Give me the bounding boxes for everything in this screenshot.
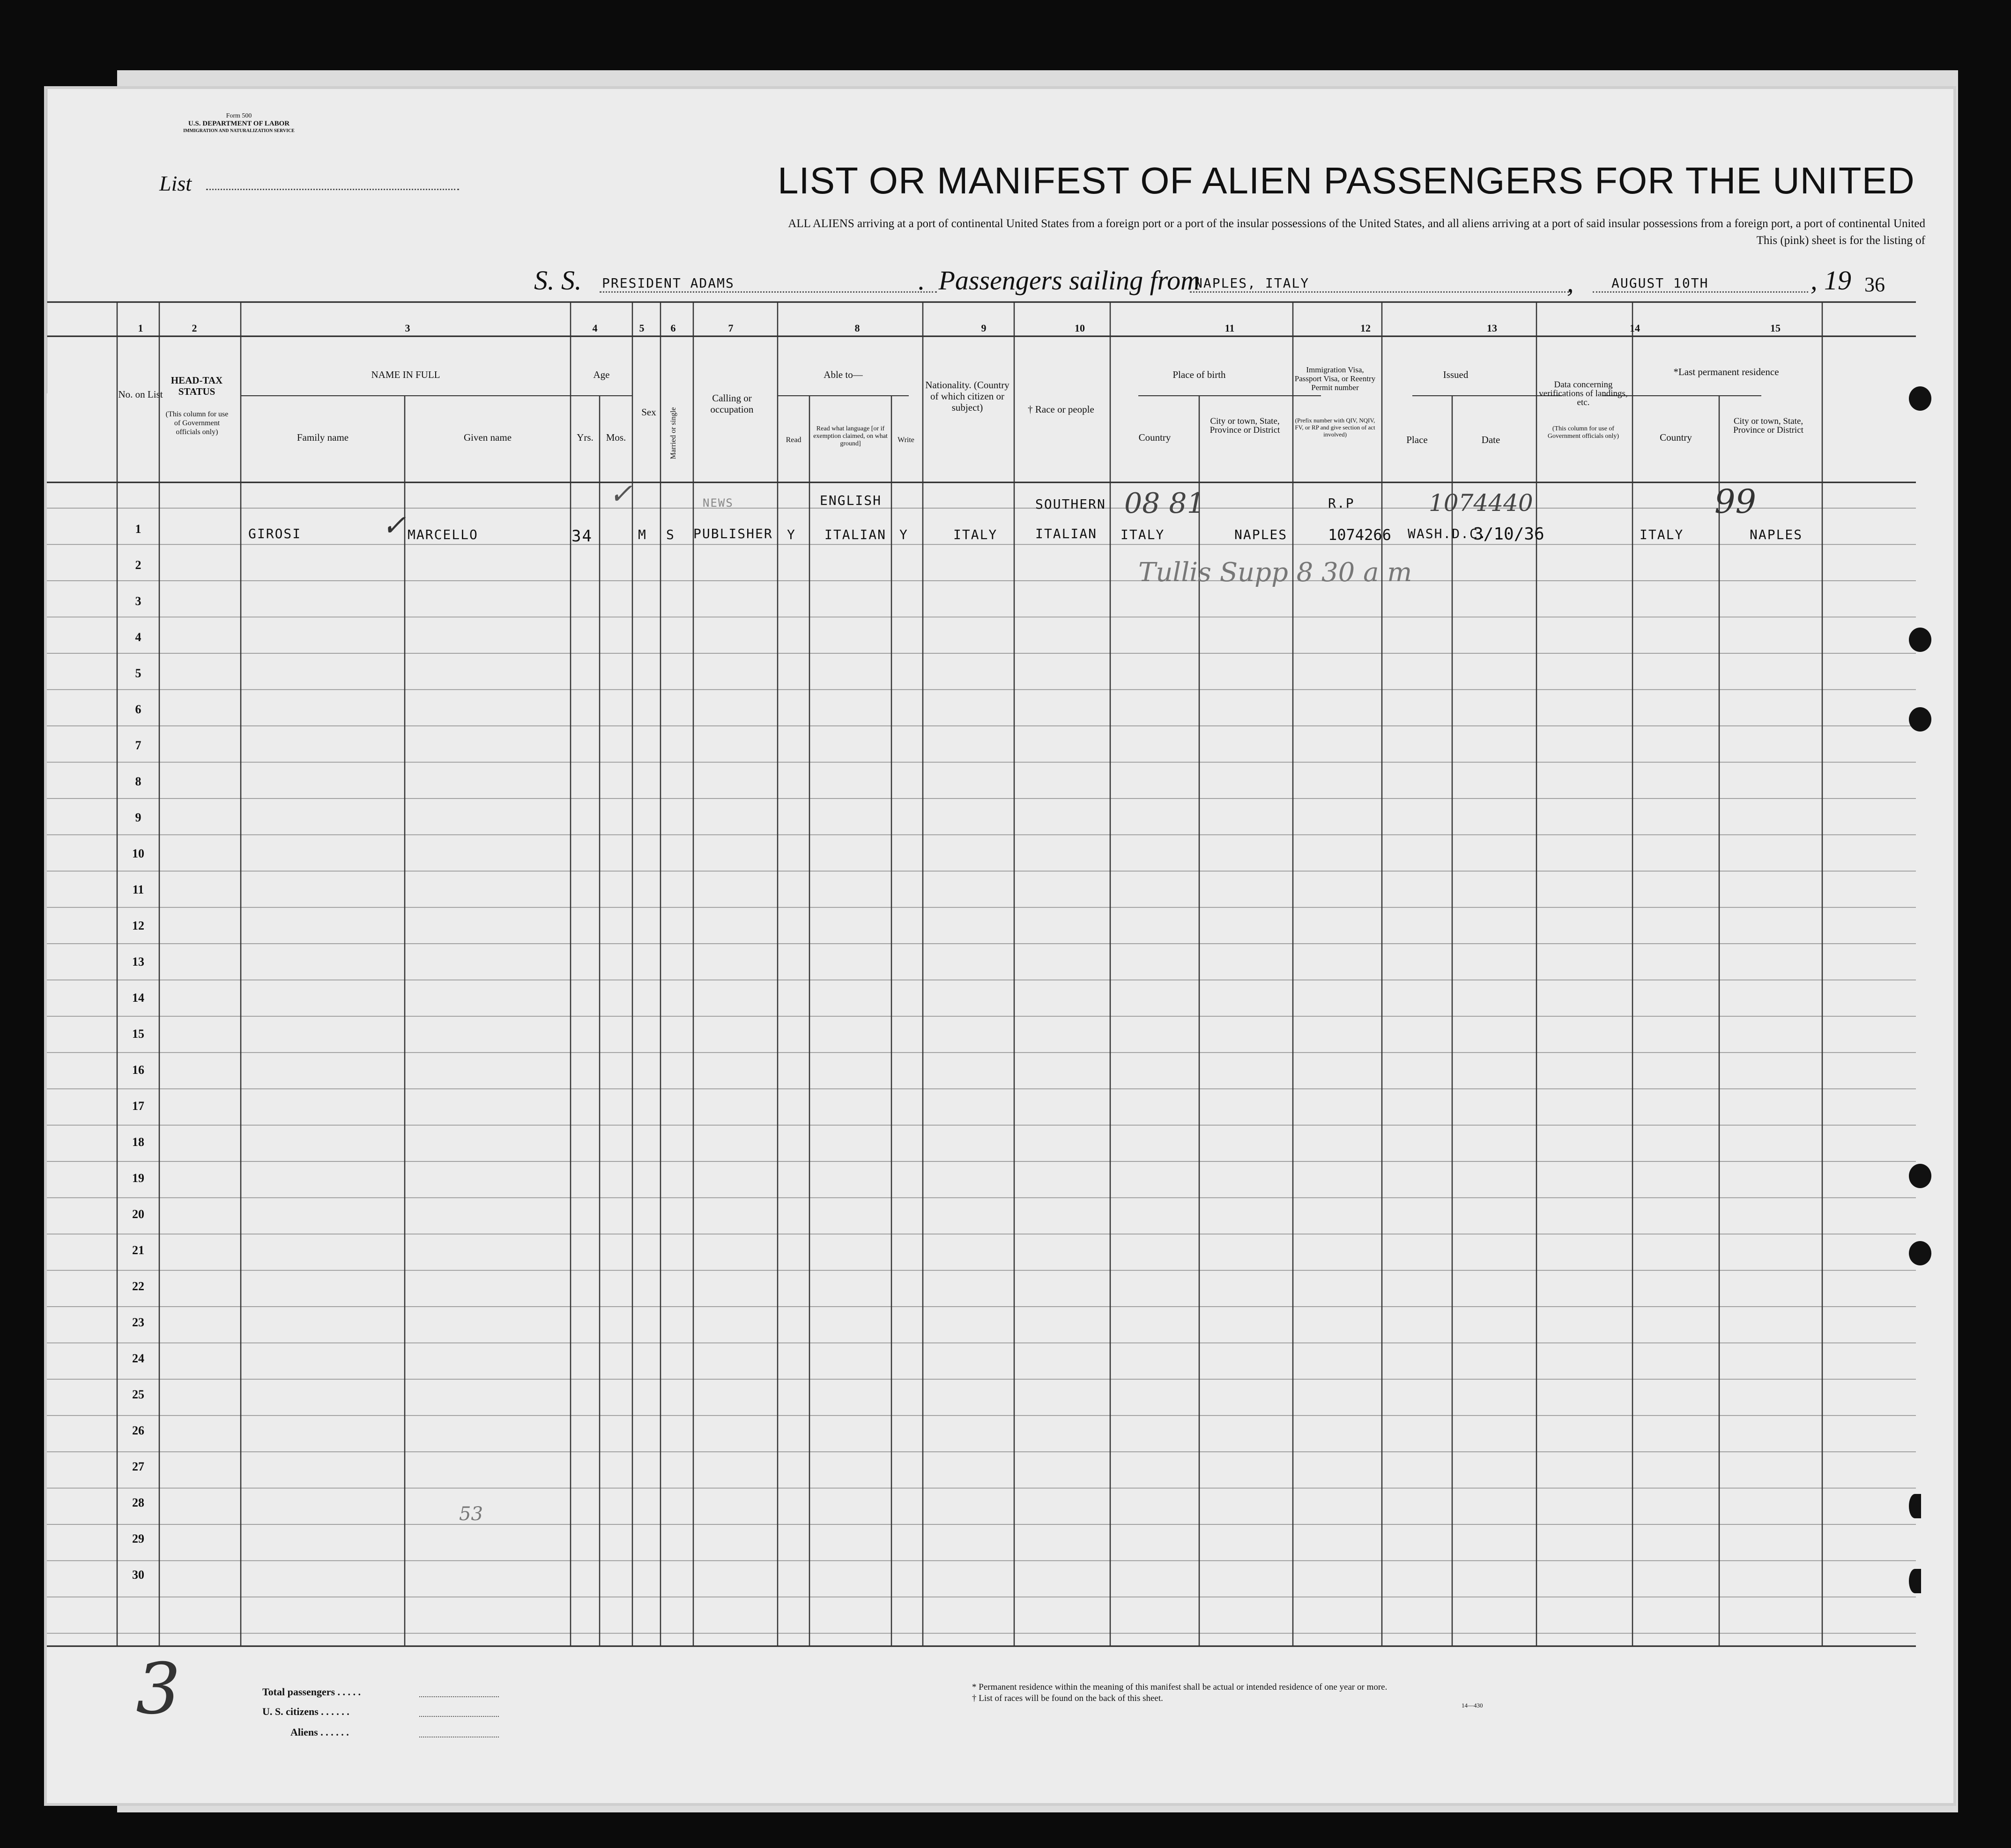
header-place-of-birth: Place of birth [1172, 369, 1226, 380]
entry-age-years: 34 [571, 527, 593, 546]
col-num-7: 7 [728, 322, 734, 334]
year-suffix: 36 [1864, 273, 1885, 296]
year-prefix-text: 19 [1824, 265, 1851, 296]
subtitle-line-1: ALL ALIENS arriving at a port of continental United States from a foreign port or a port of the insular possessions of the United States, and all aliens arriving at a port of said insular possessions from a foreign port, a port of continental United [788, 217, 1925, 230]
header-issued-date: Date [1481, 434, 1500, 445]
header-age: Age [593, 369, 610, 380]
header-mos: Mos. [606, 432, 626, 443]
entry-issued-place: WASH.D.C. [1408, 526, 1487, 541]
punch-hole [1909, 628, 1931, 652]
row-number: 15 [132, 1027, 144, 1041]
header-read-language: Read what language [or if exemption claimed, on what ground] [813, 425, 888, 447]
col-num-11: 11 [1224, 322, 1235, 334]
row-number: 24 [132, 1352, 144, 1365]
footnote-races: † List of races will be found on the back of this sheet. [972, 1693, 1163, 1703]
list-label: List [159, 171, 192, 195]
header-landing: Data concerning verifications of landings, etc. [1539, 380, 1628, 407]
punch-hole [1909, 1164, 1931, 1188]
handwritten-corner-note: 3 [136, 1648, 181, 1730]
handwritten-landing-note: Tullis Supp 8 30 a m [1138, 557, 1412, 588]
row-number: 4 [135, 630, 141, 644]
punch-hole [1909, 386, 1931, 411]
manifest-sheet [47, 89, 1953, 1803]
row-number: 13 [132, 955, 144, 968]
col-num-2: 2 [192, 322, 197, 334]
footer-us-citizens: U. S. citizens . . . . . . [262, 1706, 349, 1717]
entry-nationality: ITALY [953, 527, 998, 542]
entry-read: Y [787, 527, 796, 542]
row-number: 27 [132, 1460, 144, 1473]
sailing-label: . Passengers sailing from [918, 265, 1201, 296]
row-number: 19 [132, 1171, 144, 1185]
header-read: Read [786, 436, 801, 444]
header-landing-note: (This column for use of Government officials only) [1547, 425, 1619, 440]
row-number: 10 [132, 847, 144, 860]
departure-port: NAPLES, ITALY [1195, 275, 1310, 291]
header-res-country: Country [1660, 432, 1692, 443]
header-issued-place: Place [1406, 434, 1428, 445]
col-num-8: 8 [854, 322, 860, 334]
header-no-on-list: No. on List [118, 389, 163, 400]
entry-visa-number: 1074266 [1328, 526, 1391, 544]
departure-date: AUGUST 10TH [1611, 275, 1709, 291]
header-issued: Issued [1443, 369, 1469, 380]
form-number: Form 500 [226, 112, 252, 119]
header-birth-city: City or town, State, Province or District [1210, 416, 1280, 435]
subtitle-line-2: This (pink) sheet is for the listing of [1756, 234, 1925, 247]
row-number: 30 [132, 1568, 144, 1582]
row-number: 18 [132, 1135, 144, 1149]
header-write: Write [898, 436, 914, 444]
col-num-10: 10 [1075, 322, 1085, 334]
entry-issued-date: 3/10/36 [1473, 525, 1544, 544]
header-able-to: Able to— [824, 369, 863, 380]
ss-label: S. S. [534, 265, 582, 296]
col-num-12: 12 [1360, 322, 1371, 334]
header-birth-country: Country [1138, 432, 1171, 443]
row-number: 26 [132, 1424, 144, 1437]
row-number: 17 [132, 1099, 144, 1113]
row-number: 20 [132, 1207, 144, 1221]
handwritten-bottom-note: 53 [459, 1503, 483, 1525]
footer-us-label: U. S. citizens [262, 1706, 319, 1717]
header-head-tax: HEAD-TAX STATUS [171, 375, 223, 397]
row-number: 11 [132, 883, 144, 896]
entry-sex: M [638, 527, 647, 542]
entry-language: ITALIAN [824, 527, 887, 542]
row-number: 28 [132, 1496, 144, 1509]
header-yrs: Yrs. [577, 432, 594, 443]
entry-occupation: PUBLISHER [693, 526, 773, 541]
header-res-city: City or town, State, Province or District [1733, 416, 1803, 435]
entry-race-top: SOUTHERN [1035, 496, 1106, 512]
header-calling: Calling or occupation [710, 392, 754, 415]
header-sex: Sex [641, 407, 656, 418]
header-head-tax-note: (This column for use of Government officials only) [165, 410, 229, 436]
page-title: LIST OR MANIFEST OF ALIEN PASSENGERS FOR THE UNITED [778, 160, 1915, 201]
entry-family-name: GIROSI [248, 526, 302, 541]
footnote-residence: * Permanent residence within the meaning of this manifest shall be actual or intended residence of one year or more. [972, 1682, 1388, 1692]
check-mark-name: ✓ [382, 508, 406, 542]
col-num-13: 13 [1487, 322, 1497, 334]
col-num-9: 9 [981, 322, 987, 334]
header-visa-note: (Prefix number with QIV, NQIV, FV, or RP and give section of act involved) [1295, 417, 1375, 438]
handwritten-visa-note: 1074440 [1429, 489, 1533, 517]
punch-hole [1909, 1241, 1931, 1265]
col-num-4: 4 [592, 322, 598, 334]
year-prefix: , 19 [1811, 265, 1851, 296]
row-number: 22 [132, 1279, 144, 1293]
header-family-name: Family name [297, 432, 349, 443]
entry-occupation-top: NEWS [703, 496, 734, 510]
row-number: 8 [135, 775, 141, 788]
row-number: 25 [132, 1388, 144, 1401]
punch-hole [1909, 707, 1931, 732]
entry-birth-country: ITALY [1121, 527, 1165, 542]
col-num-1: 1 [138, 322, 143, 334]
entry-res-city: NAPLES [1750, 527, 1803, 542]
entry-res-country: ITALY [1640, 527, 1684, 542]
entry-visa-top: R.P [1328, 495, 1355, 511]
sailing-label-text: Passengers sailing from [938, 265, 1201, 296]
row-number: 2 [135, 558, 141, 572]
department-name: U.S. DEPARTMENT OF LABOR [188, 120, 290, 127]
row-number: 12 [132, 919, 144, 932]
header-nationality: Nationality. (Country of which citizen or subject) [925, 379, 1009, 413]
total-line [419, 1696, 499, 1697]
header-given-name: Given name [463, 432, 512, 443]
row-number: 29 [132, 1532, 144, 1545]
header-name-in-full: NAME IN FULL [371, 369, 440, 380]
entry-marital: S [666, 527, 675, 542]
header-race: † Race or people [1028, 404, 1094, 415]
check-mark-age: ✓ [609, 478, 633, 510]
row-number: 14 [132, 991, 144, 1005]
handwritten-birth-note: 08 81 [1124, 487, 1205, 520]
entry-language-top: ENGLISH [820, 493, 882, 508]
col-num-5: 5 [639, 322, 645, 334]
row-number: 21 [132, 1243, 144, 1257]
row-number: 9 [135, 811, 141, 824]
col-num-3: 3 [405, 322, 410, 334]
header-married: Married or single [669, 407, 677, 459]
entry-write: Y [899, 527, 908, 542]
entry-race: ITALIAN [1035, 526, 1098, 541]
comma: , [1567, 267, 1574, 298]
row-number: 5 [135, 666, 141, 680]
row-number: 6 [135, 702, 141, 716]
punch-hole [1909, 1569, 1921, 1593]
header-visa: Immigration Visa, Passport Visa, or Reentry Permit number [1294, 365, 1376, 392]
entry-given-name: MARCELLO [408, 527, 478, 542]
footer-total-label: Total passengers [262, 1686, 335, 1698]
row-number: 1 [135, 522, 141, 536]
service-name: IMMIGRATION AND NATURALIZATION SERVICE [183, 128, 295, 133]
entry-birth-city: NAPLES [1234, 527, 1288, 542]
row-number: 16 [132, 1063, 144, 1077]
handwritten-residence-note: 99 [1714, 482, 1757, 521]
footer-aliens-label: Aliens [290, 1726, 318, 1738]
col-num-14: 14 [1630, 322, 1640, 334]
col-num-15: 15 [1770, 322, 1781, 334]
row-number: 23 [132, 1316, 144, 1329]
table-grid [47, 89, 1953, 1803]
footer-aliens: Aliens . . . . . . [290, 1726, 349, 1738]
form-code: 14—430 [1462, 1702, 1483, 1709]
ship-name: PRESIDENT ADAMS [602, 275, 735, 291]
us-citizens-line [419, 1716, 499, 1717]
punch-hole [1909, 1494, 1921, 1518]
row-number: 7 [135, 739, 141, 752]
footer-total-passengers: Total passengers . . . . . [262, 1686, 361, 1698]
row-number: 3 [135, 594, 141, 608]
header-last-residence: *Last permanent residence [1673, 366, 1779, 377]
col-num-6: 6 [670, 322, 676, 334]
